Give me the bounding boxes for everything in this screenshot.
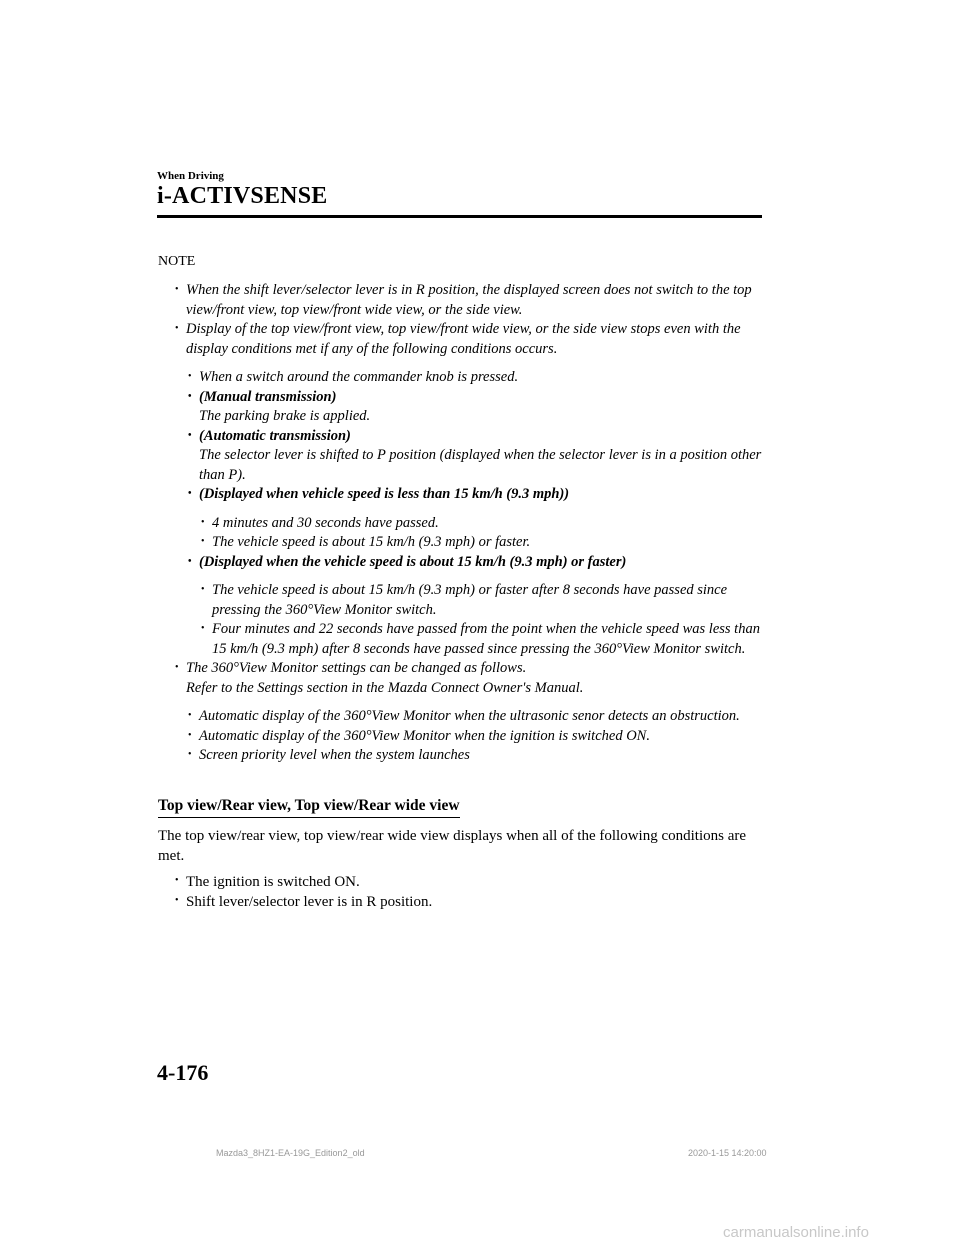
note-subitem-heading: • (Displayed when the vehicle speed is about 15 km/h (9.3 mph) or faster) xyxy=(199,553,762,573)
note-subitem: • Automatic display of the 360°View Monitor when the ignition is switched ON. xyxy=(199,727,762,747)
note-item: • Display of the top view/front view, top view/front wide view, or the side view stops even with the display conditions met if any of the following conditions occurs. xyxy=(186,320,762,359)
chapter-title: i-ACTIVSENSE xyxy=(157,183,328,209)
note-subsubitem: • Four minutes and 22 seconds have passed from the point when the vehicle speed was less than 15 km/h (9.3 mph) after 8 seconds have passed since pressing the 360°View Monitor switch. xyxy=(212,620,762,659)
note-item-text: Refer to the Settings section in the Mazda Connect Owner's Manual. xyxy=(186,679,584,696)
section-label: When Driving xyxy=(157,170,224,182)
note-subitem-heading: • (Automatic transmission) xyxy=(199,427,762,447)
note-subsubitem: • The vehicle speed is about 15 km/h (9.3 mph) or faster after 8 seconds have passed since pressing the 360°View Monitor switch. xyxy=(212,581,762,620)
condition-item: • The ignition is switched ON. xyxy=(186,872,758,892)
section-intro: The top view/rear view, top view/rear wide view displays when all of the following conditions are met. xyxy=(158,828,747,864)
note-item: • When the shift lever/selector lever is in R position, the displayed screen does not switch to the top view/front view, top view/front wide view, or the side view. xyxy=(186,281,762,320)
watermark: carmanualsonline.info xyxy=(723,1224,869,1241)
note-subitem: • When a switch around the commander knob is pressed. xyxy=(199,368,762,388)
header-divider xyxy=(157,215,762,218)
note-item: • The 360°View Monitor settings can be changed as follows. xyxy=(186,659,762,679)
note-subitem-text: The parking brake is applied. xyxy=(199,408,371,424)
note-subitem-heading: • (Manual transmission) xyxy=(199,388,762,408)
condition-item: • Shift lever/selector lever is in R position. xyxy=(186,892,758,912)
footer-file-info: Mazda3_8HZ1-EA-19G_Edition2_old xyxy=(216,1148,365,1158)
note-subsubitem: • The vehicle speed is about 15 km/h (9.3 mph) or faster. xyxy=(212,533,762,553)
condition-list xyxy=(158,872,758,912)
note-subitem: • Screen priority level when the system launches xyxy=(199,746,762,766)
note-subitem-heading: • (Displayed when vehicle speed is less than 15 km/h (9.3 mph)) xyxy=(199,485,762,505)
note-subitem-text: The selector lever is shifted to P position (displayed when the selector lever is in a position other than P). xyxy=(199,447,762,483)
note-subsubitem: • 4 minutes and 30 seconds have passed. xyxy=(212,514,762,534)
footer-timestamp: 2020-1-15 14:20:00 xyxy=(688,1148,767,1158)
page-number: 4-176 xyxy=(157,1060,209,1085)
note-subitem: • Automatic display of the 360°View Monitor when the ultrasonic senor detects an obstruction. xyxy=(199,707,762,727)
note-list xyxy=(158,281,762,766)
note-heading: NOTE xyxy=(158,254,196,269)
section-heading: Top view/Rear view, Top view/Rear wide view xyxy=(158,797,460,818)
